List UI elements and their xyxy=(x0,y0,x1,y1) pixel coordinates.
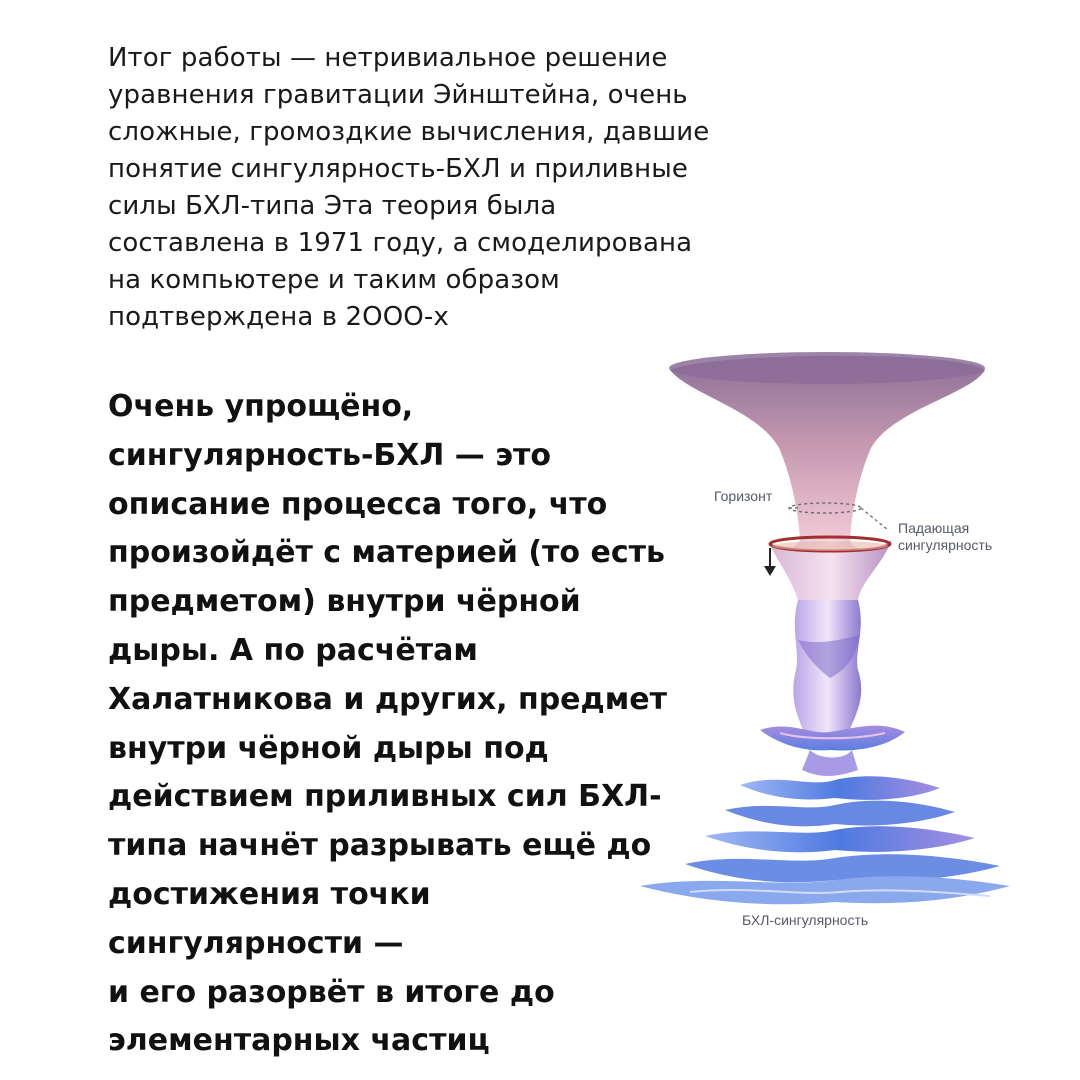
main-line: действием приливных сил БХЛ- xyxy=(108,779,662,815)
label-horizon: Горизонт xyxy=(714,488,773,504)
main-line: произойдёт с материей (то есть xyxy=(108,535,665,571)
label-falling-line2: сингулярность xyxy=(898,537,993,553)
intro-paragraph xyxy=(108,40,748,336)
intro-line: понятие сингулярность-БХЛ и приливные xyxy=(108,154,688,184)
intro-line: составлена в 1971 году, а смоделирована xyxy=(108,228,693,258)
label-falling-line1: Падающая xyxy=(898,520,970,536)
intro-line: на компьютере и таким образом xyxy=(108,265,560,295)
main-line: Халатникова и других, предмет xyxy=(108,681,668,717)
main-line: дыры. А по расчётам xyxy=(108,632,478,668)
main-line: Очень упрощёно, xyxy=(108,389,414,424)
bkl-singularity-figure xyxy=(630,340,1050,940)
intro-line: силы БХЛ-типа Эта теория была xyxy=(108,191,557,221)
main-line: элементарных частиц xyxy=(108,1023,490,1059)
main-line: внутри чёрной дыры под xyxy=(108,730,549,766)
label-bkl-singularity: БХЛ-сингулярность xyxy=(742,912,869,928)
main-line: типа начнёт разрывать ещё до xyxy=(108,828,652,864)
funnel-illustration xyxy=(630,340,1050,940)
main-line: сингулярность-БХЛ — это xyxy=(108,437,551,473)
intro-line: уравнения гравитации Эйнштейна, очень xyxy=(108,80,688,110)
main-line: и его разорвёт в итоге до xyxy=(108,974,555,1010)
intro-line: подтверждена в 2ООО-х xyxy=(108,302,449,332)
intro-line: сложные, громоздкие вычисления, давшие xyxy=(108,117,710,147)
main-line: предметом) внутри чёрной xyxy=(108,584,581,620)
main-line: описание процесса того, что xyxy=(108,486,608,522)
main-paragraph xyxy=(108,383,668,1066)
intro-line: Итог работы — нетривиальное решение xyxy=(108,43,668,73)
main-line: сингулярности — xyxy=(108,925,404,961)
main-line: достижения точки xyxy=(108,876,431,912)
label-falling-singularity xyxy=(898,520,992,554)
